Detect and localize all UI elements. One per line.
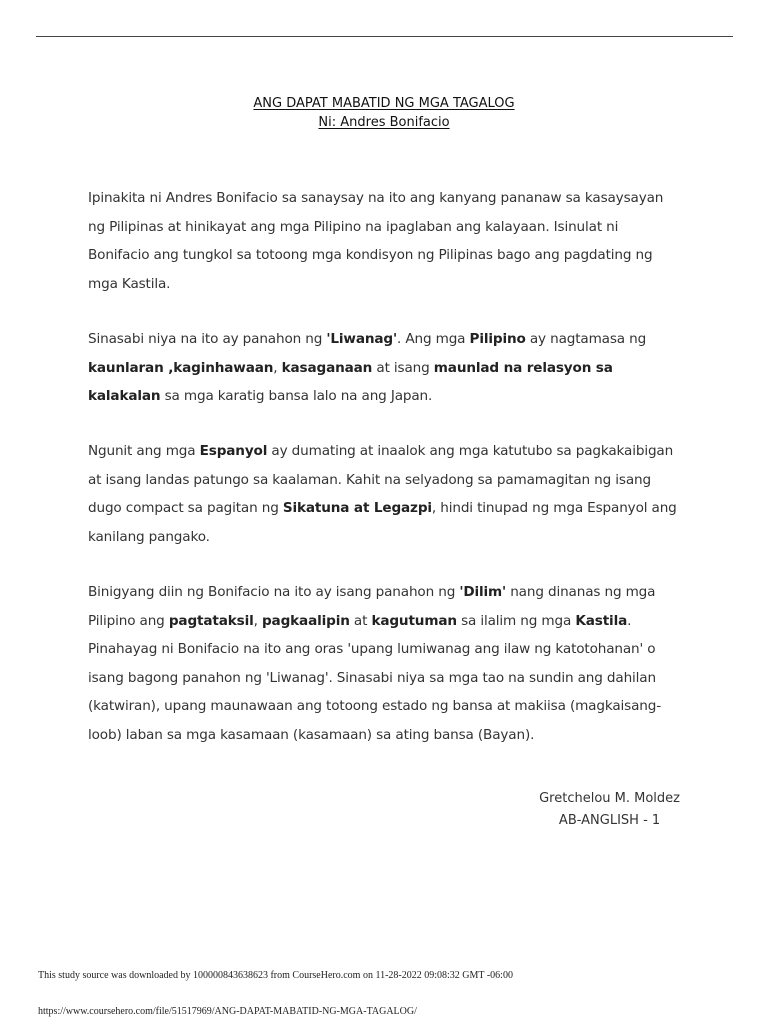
text-run: . Ang mga (397, 331, 470, 347)
text-run: , (273, 359, 282, 376)
top-rule (36, 36, 733, 37)
paragraph-3 (88, 437, 684, 551)
text-run: mga Kastila. (88, 275, 171, 292)
paragraph-line (88, 184, 684, 213)
text-run: Bonifacio ang tungkol sa totoong mga kondisyon ng Pilipinas bago ang pagdating ng (88, 247, 653, 263)
bold-term: 'Liwanag' (326, 331, 397, 347)
text-run: Ngunit ang mga (88, 443, 200, 459)
text-run: at isang landas patungo sa kaalaman. Kahit na selyadong sa pamamagitan ng isang (88, 471, 651, 488)
paragraph-line (88, 607, 684, 636)
text-run: nang dinanas ng mga (506, 584, 656, 600)
bold-term: maunlad na relasyon sa (433, 359, 613, 376)
bold-term: kagutuman (371, 612, 457, 629)
document-title (0, 94, 768, 132)
paragraph-line (88, 354, 684, 383)
signature-block (539, 788, 680, 832)
bold-term: 'Dilim' (459, 584, 507, 600)
paragraph-line (88, 466, 684, 495)
text-run: at (349, 612, 372, 629)
text-run: at isang (372, 359, 434, 376)
paragraph-line (88, 213, 684, 242)
paragraph-line (88, 664, 684, 693)
source-url[interactable]: https://www.coursehero.com/file/51517969/ANG-DAPAT-MABATID-NG-MGA-TAGALOG/ (38, 1006, 417, 1017)
text-run: ay nagtamasa ng (525, 331, 647, 347)
paragraph-line (88, 382, 684, 411)
paragraph-1 (88, 184, 684, 298)
text-run: Binigyang diin ng Bonifacio na ito ay isang panahon ng (88, 584, 460, 600)
text-run: , hindi tinupad ng mga Espanyol ang (431, 500, 677, 516)
paragraph-2 (88, 325, 684, 411)
download-note: This study source was downloaded by 100000843638623 from CourseHero.com on 11-28-2022 09:08:32 GMT -06:00 (38, 970, 513, 981)
text-run: loob) laban sa mga kasamaan (kasamaan) sa ating bansa (Bayan). (88, 726, 535, 743)
paragraph-line (88, 437, 684, 466)
bold-term: Espanyol (199, 443, 268, 459)
text-run: , (253, 612, 262, 629)
paragraph-line (88, 325, 684, 354)
paragraph-line (88, 270, 684, 299)
bold-term: pagkaalipin (261, 612, 350, 629)
text-run: Sinasabi niya na ito ay panahon ng (88, 331, 327, 347)
paragraph-line (88, 578, 684, 607)
text-run: isang bagong panahon ng 'Liwanag'. Sinasabi niya sa mga tao na sundin ang dahilan (88, 669, 656, 686)
bold-term: pagtataksil (168, 612, 254, 629)
bold-term: Kastila (575, 612, 628, 629)
course-label: AB-ANGLISH - 1 (558, 813, 661, 828)
bold-term: Sikatuna at Legazpi (282, 500, 432, 516)
author-name: Gretchelou M. Moldez (539, 791, 680, 806)
title-line: ANG DAPAT MABATID NG MGA TAGALOG (253, 96, 515, 111)
paragraph-line (88, 494, 684, 523)
author-line: Ni: Andres Bonifacio (318, 115, 450, 130)
text-run: sa mga karatig bansa lalo na ang Japan. (160, 388, 433, 404)
paragraph-4 (88, 578, 684, 749)
paragraph-line (88, 692, 684, 721)
bold-term: Pilipino (469, 331, 526, 347)
text-run: sa ilalim ng mga (456, 612, 576, 629)
paragraph-line (88, 241, 684, 270)
bold-term: kalakalan (88, 388, 161, 404)
text-run: Pilipino ang (88, 612, 169, 629)
text-run: kanilang pangako. (88, 528, 210, 545)
text-run: (katwiran), upang maunawaan ang totoong estado ng bansa at makiisa (magkaisang- (88, 698, 661, 714)
paragraph-line (88, 635, 684, 664)
bold-term: kasaganaan (281, 359, 373, 376)
paragraph-line (88, 523, 684, 552)
paragraph-line (88, 721, 684, 750)
text-run: Pinahayag ni Bonifacio na ito ang oras 'upang lumiwanag ang ilaw ng katotohanan' o (88, 641, 656, 657)
text-run: ng Pilipinas at hinikayat ang mga Pilipino na ipaglaban ang kalayaan. Isinulat ni (88, 218, 619, 235)
text-run: ay dumating at inaalok ang mga katutubo sa pagkakaibigan (267, 443, 674, 459)
text-run: . (627, 612, 632, 629)
bold-term: kaunlaran ,kaginhawaan (88, 359, 274, 376)
text-run: Ipinakita ni Andres Bonifacio sa sanaysay na ito ang kanyang pananaw sa kasaysayan (88, 190, 664, 206)
text-run: dugo compact sa pagitan ng (88, 500, 283, 516)
